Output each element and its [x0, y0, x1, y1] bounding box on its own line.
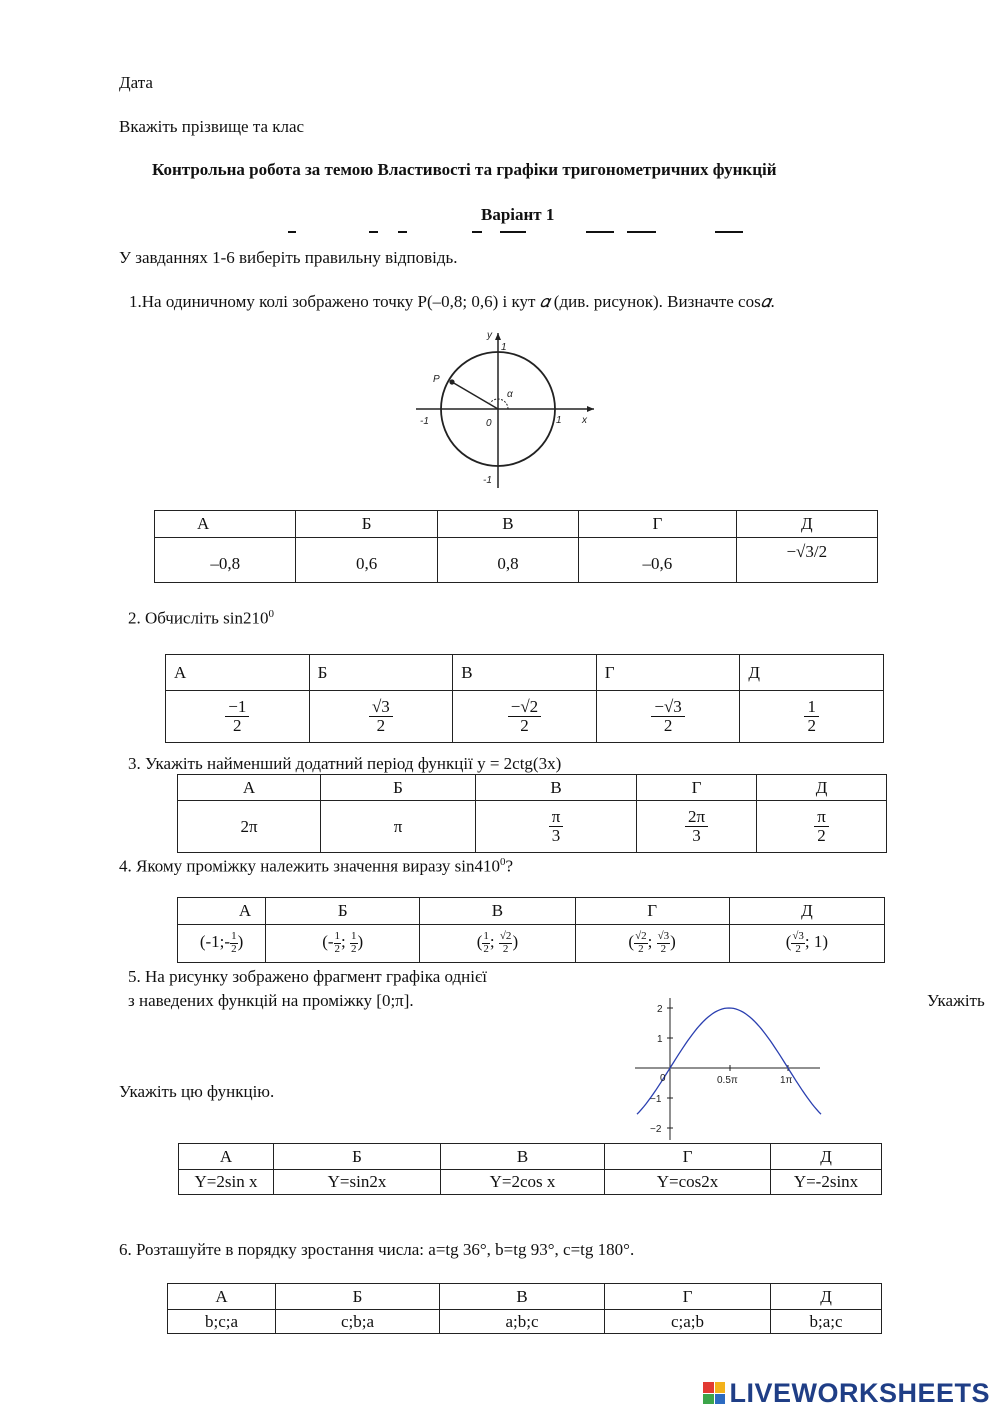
q3-answer-v[interactable]: [476, 801, 637, 853]
graph-tick-pi: 1π: [780, 1075, 793, 1086]
q2-answer-v[interactable]: [453, 691, 597, 743]
q2-answer-table: [165, 654, 884, 743]
instruction: У завданнях 1-6 виберіть правильну відповідь.: [119, 248, 458, 267]
fraction: $\frac{√3}{2}$: [369, 698, 393, 735]
q2-header-b: Б: [309, 655, 453, 691]
q5-header-v: В: [441, 1144, 605, 1170]
q5-answer-d[interactable]: Y=-2sinx: [771, 1170, 882, 1195]
q3-text: 3. Укажіть найменший додатний період функції y = 2ctg(3x): [128, 754, 562, 773]
q3-answer-g[interactable]: [637, 801, 757, 853]
q3-header-g: Г: [637, 775, 757, 801]
q3-answer-table: [177, 774, 887, 853]
q4-answer-b[interactable]: (- $\frac{1}{2}$ ; $\frac{1}{2}$ ): [266, 925, 420, 963]
graph-tick-2: 2: [657, 1004, 663, 1015]
graph-tick-1: 1: [657, 1034, 663, 1045]
q5-answer-v[interactable]: Y=2cos x: [441, 1170, 605, 1195]
q6-answer-d[interactable]: b;a;c: [771, 1310, 882, 1334]
q2-header-v: В: [453, 655, 597, 691]
alpha-label: α: [507, 389, 513, 400]
tick-minus1-left: -1: [420, 416, 429, 427]
q2-header-g: Г: [596, 655, 740, 691]
q5-prompt: Укажіть цю функцію.: [119, 1082, 275, 1101]
tick-1-right: 1: [556, 415, 562, 426]
q6-header-a: А: [168, 1284, 276, 1310]
q5-header-d: Д: [771, 1144, 882, 1170]
date-label: Дата: [119, 73, 153, 92]
q6-answer-b[interactable]: c;b;a: [276, 1310, 440, 1334]
liveworksheets-logo: [703, 1378, 990, 1408]
tick-minus1-bottom: -1: [483, 475, 492, 486]
x-label: x: [582, 415, 587, 426]
q1-answer-g[interactable]: –0,6: [579, 538, 736, 583]
q1-answer-v[interactable]: 0,8: [437, 538, 578, 583]
q5-header-a: А: [179, 1144, 274, 1170]
q5-answer-b[interactable]: Y=sin2x: [274, 1170, 441, 1195]
q5-answer-table: [178, 1143, 882, 1195]
q2-text: 2. Обчисліть $\sin 210^0$: [128, 608, 274, 628]
q5-line1: 5. На рисунку зображено фрагмент графіка однієї: [128, 967, 488, 986]
logo-text: LIVEWORKSHEETS: [729, 1377, 990, 1408]
fraction: $\frac{\pi}{2}$: [814, 808, 829, 845]
q6-answer-g[interactable]: c;a;b: [605, 1310, 771, 1334]
q1-header-d: Д: [736, 511, 877, 538]
q2-answer-b[interactable]: [309, 691, 453, 743]
q2-answer-g[interactable]: [596, 691, 740, 743]
q1-header-v: В: [437, 511, 578, 538]
q5-right-text: Укажіть: [927, 991, 985, 1010]
fraction: $\frac{\pi}{3}$: [549, 808, 564, 845]
q2-answer-a[interactable]: [166, 691, 310, 743]
q1-answer-a[interactable]: –0,8: [155, 538, 296, 583]
q3-answer-b[interactable]: π: [321, 801, 476, 853]
unit-circle-figure: [410, 325, 600, 490]
q4-answer-g[interactable]: ( $\frac{√2}{2}$ ; $\frac{√3}{2}$ ): [575, 925, 729, 963]
q1-header-g: Г: [579, 511, 736, 538]
y-label: y: [487, 330, 492, 341]
q4-header-v: В: [420, 898, 575, 925]
q3-header-v: В: [476, 775, 637, 801]
q1-answer-table: [154, 510, 878, 583]
graph-tick-minus1: −1: [650, 1094, 662, 1105]
q4-header-b: Б: [266, 898, 420, 925]
q4-header-g: Г: [575, 898, 729, 925]
q6-answer-a[interactable]: b;c;a: [168, 1310, 276, 1334]
q2-answer-d[interactable]: [740, 691, 884, 743]
q1-answer-d[interactable]: −√3/2: [736, 538, 877, 583]
variant-label: Варіант 1: [481, 205, 555, 224]
q4-answer-d[interactable]: ( $\frac{√3}{2}$ ; 1): [729, 925, 884, 963]
function-graph: [630, 995, 825, 1145]
q6-text: 6. Розташуйте в порядку зростання числа: a=tg 36°, b=tg 93°, c=tg 180°.: [119, 1240, 635, 1259]
q4-answer-a[interactable]: (-1;- $\frac{1}{2}$ ): [178, 925, 266, 963]
q1-text: 1.На одиничному колі зображено точку P(–0,8; 0,6) і кут 𝛼 (див. рисунок). Визначте cos𝛼.: [129, 292, 775, 311]
q1-header-a: А: [155, 511, 296, 538]
graph-curve: [637, 1008, 821, 1114]
q6-header-g: Г: [605, 1284, 771, 1310]
radius-to-p: [452, 382, 498, 409]
q5-answer-g[interactable]: Y=cos2x: [605, 1170, 771, 1195]
q6-header-b: Б: [276, 1284, 440, 1310]
graph-tick-0: 0: [660, 1073, 666, 1084]
tick-1-top: 1: [501, 342, 507, 353]
q6-answer-table: [167, 1283, 882, 1334]
name-class-label: Вкажіть прізвище та клас: [119, 117, 305, 136]
q4-header-d: Д: [729, 898, 884, 925]
q6-header-d: Д: [771, 1284, 882, 1310]
q5-line2: з наведених функцій на проміжку [0;π].: [128, 991, 414, 1010]
page-title: Контрольна робота за темою Властивості та графіки тригонометричних функцій: [152, 160, 777, 179]
q4-text: 4. Якому проміжку належить значення виразу $\sin 410^0$?: [119, 856, 513, 876]
q3-answer-d[interactable]: [757, 801, 887, 853]
q2-header-d: Д: [740, 655, 884, 691]
x-axis-arrow: [587, 406, 594, 412]
q4-header-a: А: [178, 898, 266, 925]
point-p-label: P: [433, 374, 440, 385]
fraction: $\frac{-√3}{2}$: [651, 698, 684, 735]
q1-answer-b[interactable]: 0,6: [296, 538, 437, 583]
q5-answer-a[interactable]: Y=2sin x: [179, 1170, 274, 1195]
q4-answer-v[interactable]: ( $\frac{1}{2}$ ; $\frac{√2}{2}$ ): [420, 925, 575, 963]
q1-header-b: Б: [296, 511, 437, 538]
graph-tick-half-pi: 0.5π: [717, 1075, 738, 1086]
q4-answer-table: [177, 897, 885, 963]
q5-header-b: Б: [274, 1144, 441, 1170]
q3-answer-a[interactable]: 2π: [178, 801, 321, 853]
q3-header-a: А: [178, 775, 321, 801]
q3-header-b: Б: [321, 775, 476, 801]
fraction: $\frac{-√2}{2}$: [508, 698, 541, 735]
q6-answer-v[interactable]: a;b;c: [440, 1310, 605, 1334]
logo-icon: [703, 1382, 725, 1404]
q5-header-g: Г: [605, 1144, 771, 1170]
origin-label: 0: [486, 418, 492, 429]
q6-header-v: В: [440, 1284, 605, 1310]
q3-header-d: Д: [757, 775, 887, 801]
point-p: [449, 379, 454, 384]
graph-tick-minus2: −2: [650, 1124, 662, 1135]
fraction: $\frac{1}{2}$: [804, 698, 819, 735]
fraction: $\frac{-1}{2}$: [225, 698, 249, 735]
angle-arc: [490, 399, 508, 409]
fraction: $\frac{2\pi}{3}$: [685, 808, 708, 845]
q2-header-a: А: [166, 655, 310, 691]
y-axis-arrow: [495, 333, 501, 340]
